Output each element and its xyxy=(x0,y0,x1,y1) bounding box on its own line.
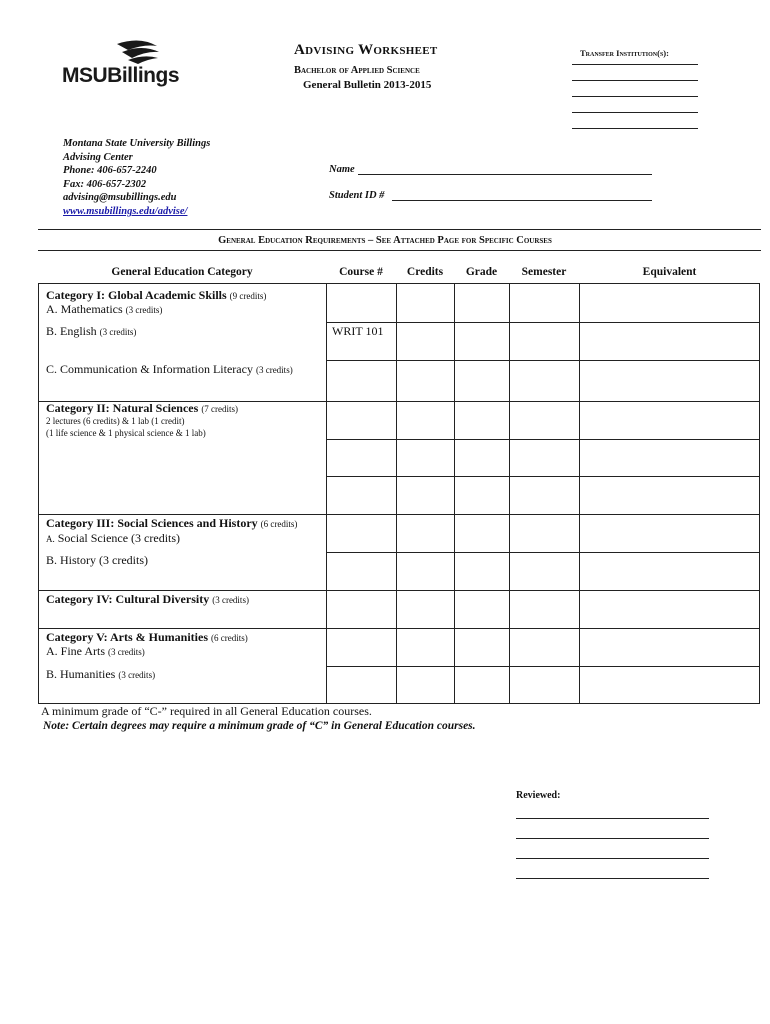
category-3-title: Category III: Social Sciences and History xyxy=(46,516,258,530)
category-1-title: Category I: Global Academic Skills xyxy=(46,288,227,302)
row-divider xyxy=(39,590,759,591)
communication-row xyxy=(46,362,293,377)
certain-degrees-note: Note: Certain degrees may require a minimum grade of “C” in General Education courses. xyxy=(43,720,476,732)
english-course-number: WRIT 101 xyxy=(332,324,384,338)
category-3-credits: (6 credits) xyxy=(260,519,298,529)
col-header-category: General Education Category xyxy=(111,266,253,278)
email-address: advising@msubillings.edu xyxy=(63,192,177,204)
social-science-label: Social Science (3 credits) xyxy=(57,531,181,545)
reviewed-label: Reviewed: xyxy=(516,790,561,801)
student-id-line[interactable] xyxy=(392,200,652,201)
student-id-label: Student ID # xyxy=(329,190,385,201)
degree-subtitle: Bachelor of Applied Science xyxy=(294,65,420,76)
reviewed-line-2[interactable] xyxy=(516,838,709,839)
fine-arts-credits: (3 credits) xyxy=(108,647,145,657)
communication-label: C. Communication & Information Literacy xyxy=(46,362,253,376)
category-5-title: Category V: Arts & Humanities xyxy=(46,630,208,644)
history-label: B. History (3 credits) xyxy=(46,553,148,567)
english-row xyxy=(46,324,136,339)
humanities-label: B. Humanities xyxy=(46,667,116,681)
transfer-institution-line-3[interactable] xyxy=(572,96,698,97)
entry-row-divider xyxy=(326,322,759,323)
category-5 xyxy=(46,630,248,645)
col-divider xyxy=(454,284,455,703)
humanities-row xyxy=(46,667,155,682)
university-name: Montana State University Billings xyxy=(63,138,211,149)
logo-text: MSUBillings xyxy=(62,64,180,87)
row-divider xyxy=(39,514,759,515)
humanities-credits: (3 credits) xyxy=(118,670,156,680)
english-credits: (3 credits) xyxy=(99,327,137,337)
english-label: B. English xyxy=(46,324,97,338)
math-label: A. Mathematics xyxy=(46,302,123,316)
minimum-grade-note: A minimum grade of “C-” required in all General Education courses. xyxy=(41,704,372,718)
row-divider xyxy=(39,628,759,629)
category-4-title: Category IV: Cultural Diversity xyxy=(46,592,210,606)
entry-row-divider xyxy=(326,552,759,553)
category-4-credits: (3 credits) xyxy=(212,595,249,605)
contact-block xyxy=(63,137,210,219)
requirements-table xyxy=(38,283,760,704)
reviewed-line-4[interactable] xyxy=(516,878,709,879)
entry-row-divider xyxy=(326,360,759,361)
phone-number: Phone: 406-657-2240 xyxy=(63,165,157,177)
worksheet-title: Advising Worksheet xyxy=(294,42,438,58)
bulletin-label: General Bulletin 2013-2015 xyxy=(303,79,432,91)
col-divider xyxy=(579,284,580,703)
advising-center: Advising Center xyxy=(63,151,133,163)
category-4 xyxy=(46,592,249,607)
reviewed-line-3[interactable] xyxy=(516,858,709,859)
category-2-detail-1: 2 lectures (6 credits) & 1 lab (1 credit) xyxy=(46,416,185,426)
math-row xyxy=(46,302,162,317)
entry-row-divider xyxy=(326,439,759,440)
category-2-credits: (7 credits) xyxy=(201,404,239,414)
category-5-credits: (6 credits) xyxy=(211,633,248,643)
col-divider xyxy=(509,284,510,703)
section-bottom-rule xyxy=(38,250,761,251)
transfer-institutions-label: Transfer Institution(s): xyxy=(580,48,669,58)
col-header-semester: Semester xyxy=(521,266,567,278)
website-link[interactable]: www.msubillings.edu/advise/ xyxy=(63,205,188,217)
col-header-credits: Credits xyxy=(406,266,444,278)
category-2-detail-2: (1 life science & 1 physical science & 1 lab) xyxy=(46,428,206,438)
name-line[interactable] xyxy=(358,174,652,175)
transfer-institution-line-1[interactable] xyxy=(572,64,698,65)
transfer-institution-line-4[interactable] xyxy=(572,112,698,113)
social-science-row xyxy=(46,531,180,546)
entry-row-divider xyxy=(326,666,759,667)
transfer-institution-line-5[interactable] xyxy=(572,128,698,129)
communication-credits: (3 credits) xyxy=(255,365,293,375)
col-divider xyxy=(396,284,397,703)
msub-logo xyxy=(62,38,212,90)
col-divider xyxy=(326,284,327,703)
col-header-grade: Grade xyxy=(465,266,498,278)
fine-arts-label: A. Fine Arts xyxy=(46,644,106,658)
category-2 xyxy=(46,401,238,416)
col-header-equivalent: Equivalent xyxy=(642,266,697,278)
fax-number: Fax: 406-657-2302 xyxy=(63,178,147,190)
category-2-title: Category II: Natural Sciences xyxy=(46,401,199,415)
section-top-rule xyxy=(38,229,761,230)
entry-row-divider xyxy=(326,476,759,477)
section-title: General Education Requirements – See Attached Page for Specific Courses xyxy=(218,235,552,246)
name-label: Name xyxy=(329,164,355,175)
transfer-institution-line-2[interactable] xyxy=(572,80,698,81)
category-3 xyxy=(46,516,297,531)
category-1-credits: (9 credits) xyxy=(229,291,267,301)
fine-arts-row xyxy=(46,644,145,659)
reviewed-line-1[interactable] xyxy=(516,818,709,819)
col-header-course: Course # xyxy=(339,266,383,278)
category-1 xyxy=(46,288,266,303)
math-credits: (3 credits) xyxy=(125,305,163,315)
social-science-prefix: A. xyxy=(46,534,55,544)
